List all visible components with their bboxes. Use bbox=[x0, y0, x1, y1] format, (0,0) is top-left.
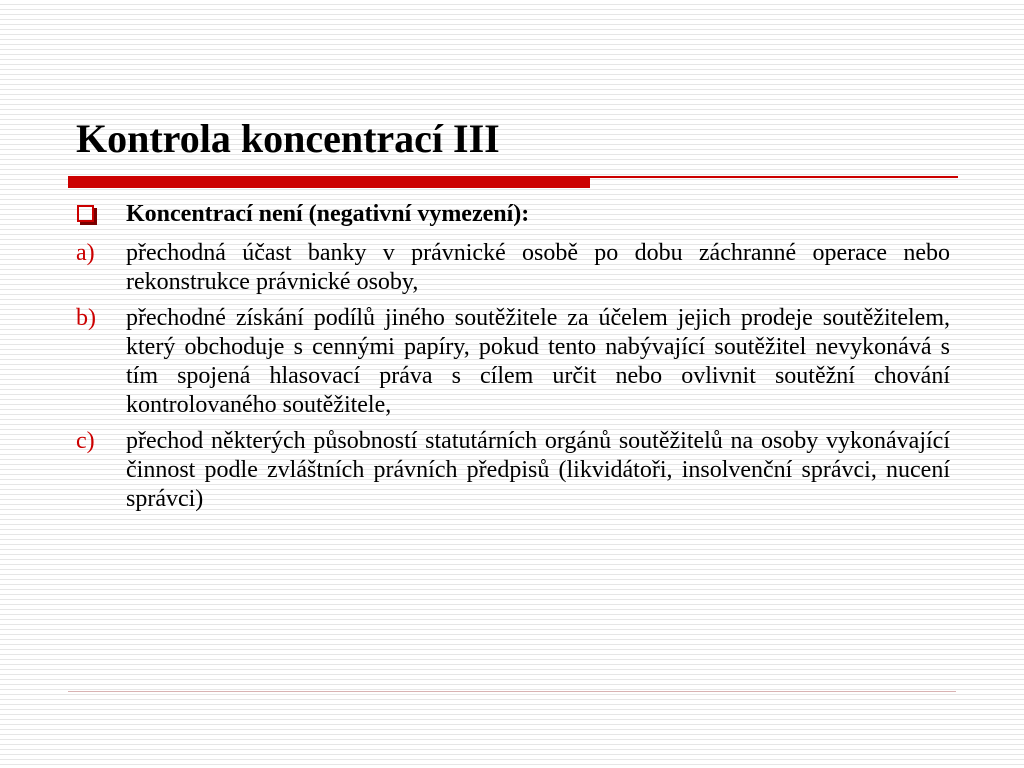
content-heading bbox=[76, 200, 950, 232]
footer-divider bbox=[68, 691, 956, 692]
content-heading-text: Koncentrací není (negativní vymezení): bbox=[126, 201, 530, 227]
slide-title: Kontrola koncentrací III bbox=[76, 116, 500, 161]
title-underline-thick bbox=[68, 176, 590, 188]
square-bullet-icon bbox=[77, 205, 94, 222]
list-item-marker: b) bbox=[76, 305, 96, 331]
list-item-text: přechodné získání podílů jiného soutěžitele za účelem jejich prodeje soutěžitelem, který obchoduje s cennými papíry, pokud tento nabývající soutěžitel nevykonává s tím spojená hlasovací práva s cílem určit nebo ovlivnit soutěžní chování kontrolovaného soutěžitele, bbox=[126, 305, 950, 418]
slide-content bbox=[76, 200, 950, 514]
list-item-text: přechodná účast banky v právnické osobě po dobu záchranné operace nebo rekonstrukce právnické osoby, bbox=[126, 240, 950, 295]
list-item-text: přechod některých působností statutárních orgánů soutěžitelů na osoby vykonávající činnost podle zvláštních právních předpisů (likvidátoři, insolvenční správci, nucení správci) bbox=[126, 428, 950, 512]
list-item-c bbox=[76, 427, 950, 514]
list-item-marker: c) bbox=[76, 428, 95, 454]
list-item-marker: a) bbox=[76, 240, 95, 266]
list-item-a bbox=[76, 239, 950, 297]
title-underline bbox=[68, 176, 958, 188]
list-item-b bbox=[76, 304, 950, 420]
title-underline-thin bbox=[590, 176, 958, 178]
